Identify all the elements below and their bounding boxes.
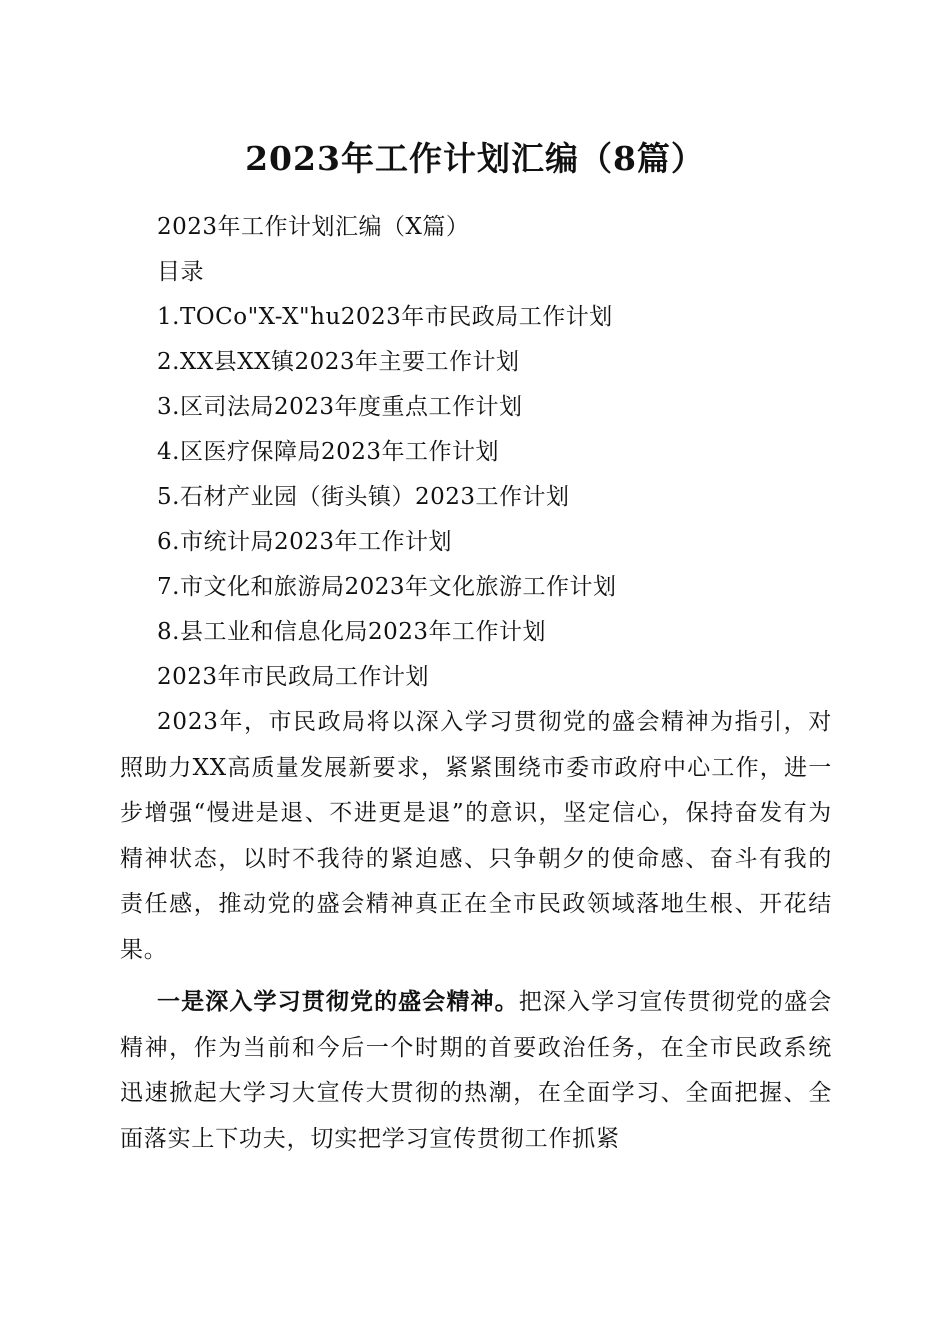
toc-item-1: 1.TOCo"X-X"hu2023年市民政局工作计划 <box>157 304 613 330</box>
toc-item-6: 6.市统计局2023年工作计划 <box>157 529 452 555</box>
paragraph-lead: 一是深入学习贯彻党的盛会精神。 <box>157 988 519 1015</box>
document-body <box>120 205 832 1162</box>
paragraph-body: 把深入学习宣传贯彻党的盛会精神，作为当前和今后一个时期的首要政治任务，在全市民政系统迅速掀起大学习大宣传大贯彻的热潮，在全面学习、全面把握、全面落实上下功夫，切实把学习宣传贯彻工作抓紧 <box>120 989 833 1152</box>
toc-item-4: 4.区医疗保障局2023年工作计划 <box>157 439 499 465</box>
section-title: 2023年市民政局工作计划 <box>157 664 430 690</box>
paragraph-study <box>120 979 832 1162</box>
document-title: 2023年工作计划汇编（8篇） <box>245 139 705 178</box>
toc-heading: 目录 <box>157 259 204 285</box>
toc-item-2: 2.XX县XX镇2023年主要工作计划 <box>157 349 520 375</box>
paragraph-intro: 2023年，市民政局将以深入学习贯彻党的盛会精神为指引，对照助力XX高质量发展新要求，紧紧围绕市委市政府中心工作，进一步增强“慢进是退、不进更是退”的意识，坚定信心，保持奋发有为精神状态，以时不我待的紧迫感、只争朝夕的使命感、奋斗有我的责任感，推动党的盛会精神真正在全市民政领域落地生根、开花结果。 <box>120 709 832 963</box>
subtitle: 2023年工作计划汇编（X篇） <box>157 214 470 240</box>
toc-item-5: 5.石材产业园（街头镇）2023工作计划 <box>157 484 570 510</box>
toc-item-8: 8.县工业和信息化局2023年工作计划 <box>157 619 546 645</box>
toc-item-7: 7.市文化和旅游局2023年文化旅游工作计划 <box>157 574 617 600</box>
toc-item-3: 3.区司法局2023年度重点工作计划 <box>157 394 523 420</box>
